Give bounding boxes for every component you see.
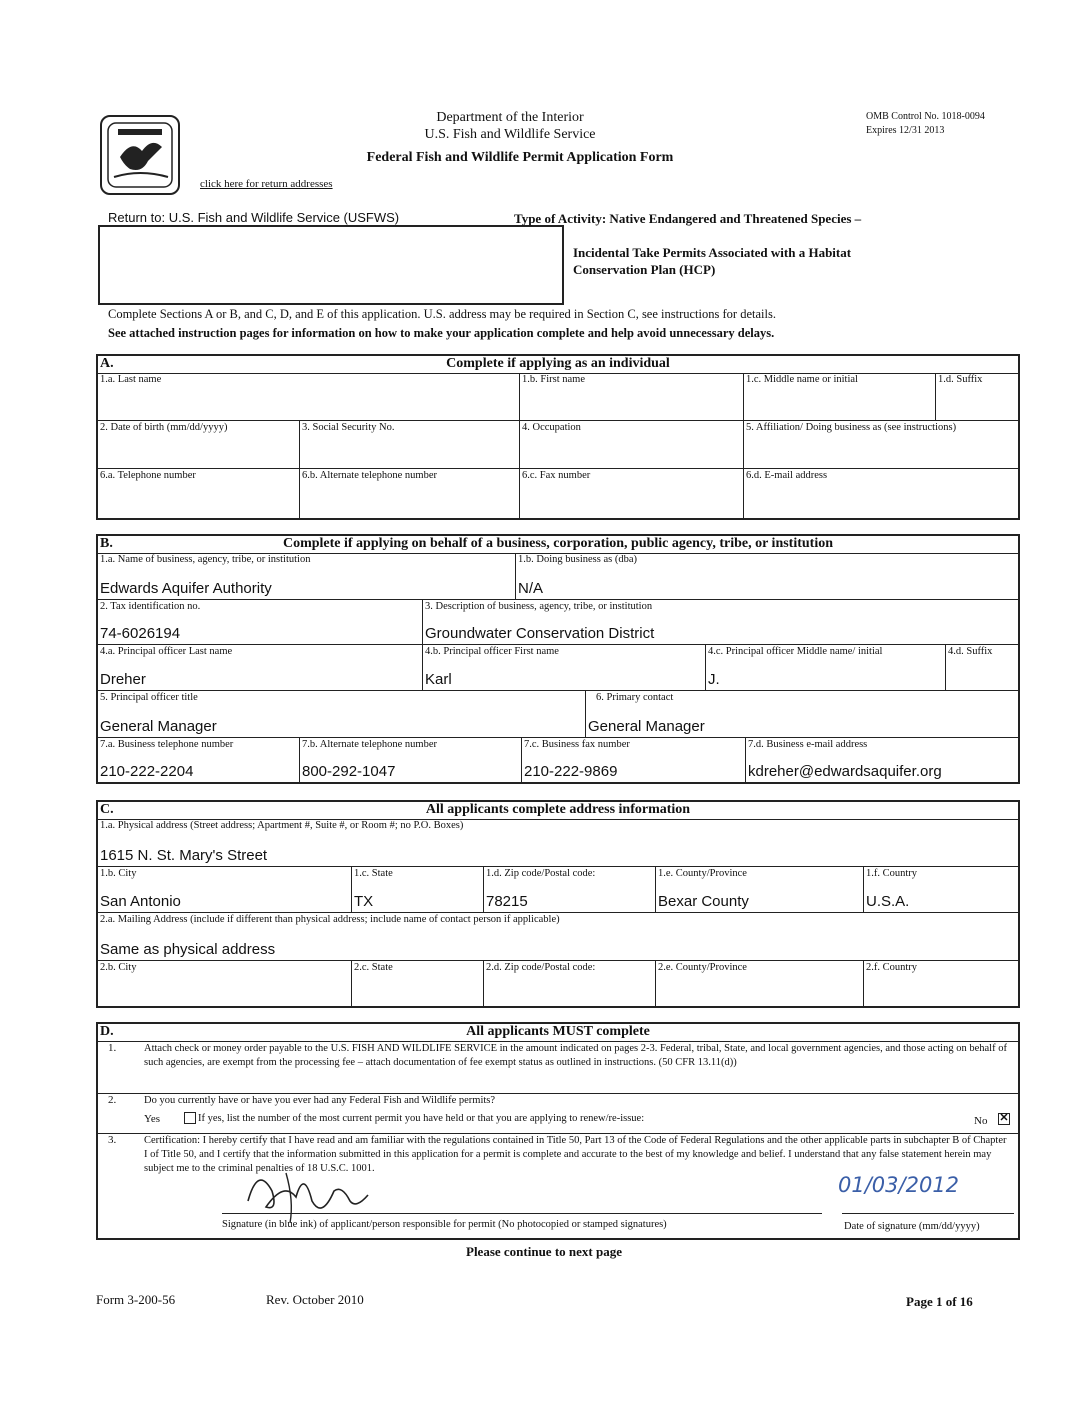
field-label: 5. Principal officer title — [100, 692, 198, 703]
omb-control-number: OMB Control No. 1018-0094 — [866, 111, 985, 122]
date-label: Date of signature (mm/dd/yyyy) — [844, 1221, 980, 1232]
b-tax-id-field[interactable] — [98, 600, 423, 645]
b-business-name-field[interactable] — [98, 553, 516, 600]
field-label: 6. Primary contact — [596, 692, 674, 703]
field-label: 3. Social Security No. — [302, 422, 395, 433]
a-suffix-field[interactable] — [936, 373, 1018, 421]
field-label: 7.a. Business telephone number — [100, 739, 234, 750]
field-label: 3. Description of business, agency, tribe, or institution — [425, 601, 653, 612]
item-number: 3. — [108, 1134, 117, 1146]
fee-instructions: Attach check or money order payable to the U.S. FISH AND WILDLIFE SERVICE in the amount indicated on pages 2-3. Federal, tribal, State, and local government agencies, and those acting on behalf of such agencies, are exempt from the processing fee – attach documentation of fee exempt status as outlined in instructions. (50 CFR 13.11(d)) — [144, 1043, 1007, 1068]
return-to-label: Return to: U.S. Fish and Wildlife Service (USFWS) — [108, 210, 400, 225]
signature-date-value: 01/03/2012 — [838, 1173, 960, 1197]
b-officer-title-field[interactable] — [98, 691, 586, 738]
section-d-letter: D. — [100, 1024, 114, 1039]
c-mailing-city-field[interactable] — [98, 961, 352, 1006]
instructions-line1: Complete Sections A or B, and C, D, and E of this application. U.S. address may be required in Section C, see instructions for details. — [108, 307, 776, 321]
field-value: Same as physical address — [100, 941, 276, 958]
field-label: 4.a. Principal officer Last name — [100, 646, 233, 657]
field-label: 1.a. Physical address (Street address; Apartment #, Suite #, or Room #; no P.O. Boxes) — [100, 820, 464, 831]
field-label: 7.d. Business e-mail address — [748, 739, 868, 750]
field-value: U.S.A. — [866, 893, 910, 910]
c-mailing-state-field[interactable] — [352, 961, 484, 1006]
activity-type-label: Type of Activity: Native Endangered and Threatened Species – — [514, 211, 862, 226]
yes-label: Yes — [144, 1113, 161, 1125]
page-number: Page 1 of 16 — [906, 1294, 973, 1309]
b-phone-field[interactable] — [98, 738, 300, 782]
usfws-logo — [100, 115, 180, 195]
section-c-letter: C. — [100, 802, 114, 817]
section-c-header — [98, 802, 1018, 820]
a-middle-name-field[interactable] — [744, 373, 936, 421]
field-label: 6.a. Telephone number — [100, 470, 196, 481]
continue-note: Please continue to next page — [466, 1244, 622, 1259]
a-alt-phone-field[interactable] — [300, 469, 520, 518]
field-label: 1.f. Country — [866, 868, 918, 879]
field-label: 4.d. Suffix — [948, 646, 993, 657]
field-label: 2.b. City — [100, 962, 137, 973]
field-value: 210-222-2204 — [100, 763, 194, 780]
field-value: San Antonio — [100, 893, 181, 910]
a-last-name-field[interactable] — [98, 373, 520, 421]
field-label: 1.d. Suffix — [938, 374, 983, 385]
section-a-letter: A. — [100, 356, 114, 371]
section-a — [96, 354, 1020, 520]
c-county-field[interactable] — [656, 867, 864, 913]
b-description-field[interactable] — [423, 600, 1018, 645]
field-value: General Manager — [588, 718, 705, 735]
no-label: No — [974, 1115, 988, 1127]
c-physical-address-field[interactable] — [98, 819, 1018, 867]
field-value: 74-6026194 — [100, 625, 181, 642]
field-value: Dreher — [100, 671, 146, 688]
c-zip-field[interactable] — [484, 867, 656, 913]
c-country-field[interactable] — [864, 867, 1018, 913]
field-label: 1.b. First name — [522, 374, 585, 385]
section-d-header — [98, 1024, 1018, 1042]
c-mailing-zip-field[interactable] — [484, 961, 656, 1006]
prior-permit-question: Do you currently have or have you ever had any Federal Fish and Wildlife permits? — [144, 1095, 496, 1106]
field-label: 4. Occupation — [522, 422, 581, 433]
d-item-fee — [98, 1041, 1018, 1094]
field-value: kdreher@edwardsaquifer.org — [748, 763, 942, 780]
c-city-field[interactable] — [98, 867, 352, 913]
field-value: General Manager — [100, 718, 217, 735]
c-mailing-country-field[interactable] — [864, 961, 1018, 1006]
signature-image — [238, 1161, 378, 1225]
b-officer-last-field[interactable] — [98, 645, 423, 691]
revision-date: Rev. October 2010 — [266, 1292, 364, 1307]
item-number: 1. — [108, 1042, 117, 1054]
b-fax-field[interactable] — [522, 738, 746, 782]
b-primary-contact-field[interactable] — [586, 691, 1018, 738]
section-a-header — [98, 356, 1018, 374]
section-b-title: Complete if applying on behalf of a business, corporation, public agency, tribe, or institution — [282, 536, 834, 551]
service-name: U.S. Fish and Wildlife Service — [424, 127, 596, 142]
form-number: Form 3-200-56 — [96, 1292, 176, 1307]
a-fax-field[interactable] — [520, 469, 744, 518]
department-name: Department of the Interior — [436, 110, 584, 125]
field-value: J. — [708, 671, 720, 688]
a-email-field[interactable] — [744, 469, 1018, 518]
field-value: N/A — [518, 580, 544, 597]
field-label: 2.f. Country — [866, 962, 918, 973]
instructions-line2: See attached instruction pages for information on how to make your application complete and help avoid unnecessary delays. — [108, 326, 775, 340]
a-occupation-field[interactable] — [520, 421, 744, 469]
signature-line — [222, 1213, 822, 1214]
certification-text: Certification: I hereby certify that I have read and am familiar with the regulations contained in Title 50, Part 13 of the Code of Federal Regulations and the other applicable parts in subchapter B of Chapter I of Title 50, and I certify that the information submitted in this application for a permit is complete and accurate to the best of my knowledge and belief. I understand that any false statement herein may subject me to the criminal penalties of 18 U.S.C. 1001. — [144, 1135, 1007, 1174]
field-label: 2. Tax identification no. — [100, 601, 201, 612]
return-addresses-link[interactable]: click here for return addresses — [200, 178, 333, 190]
c-state-field[interactable] — [352, 867, 484, 913]
b-officer-middle-field[interactable] — [706, 645, 946, 691]
activity-type-line2: Conservation Plan (HCP) — [573, 262, 716, 277]
a-dob-field[interactable] — [98, 421, 300, 469]
field-label: 1.c. State — [354, 868, 393, 879]
b-email-field[interactable] — [746, 738, 1018, 782]
field-value: Bexar County — [658, 893, 749, 910]
section-b — [96, 534, 1020, 784]
section-b-letter: B. — [100, 536, 113, 551]
field-label: 1.b. City — [100, 868, 137, 879]
field-label: 6.d. E-mail address — [746, 470, 828, 481]
c-mailing-address-field[interactable] — [98, 913, 1018, 961]
field-label: 7.b. Alternate telephone number — [302, 739, 437, 750]
omb-expiration: Expires 12/31 2013 — [866, 125, 945, 136]
field-value: 210-222-9869 — [524, 763, 618, 780]
field-label: 2. Date of birth (mm/dd/yyyy) — [100, 422, 228, 433]
section-c-title: All applicants complete address information — [425, 802, 691, 817]
field-value: 1615 N. St. Mary's Street — [100, 847, 268, 864]
field-label: 1.a. Last name — [100, 374, 162, 385]
a-phone-field[interactable] — [98, 469, 300, 518]
section-c — [96, 800, 1020, 1008]
field-value: Karl — [425, 671, 452, 688]
field-label: 1.e. County/Province — [658, 868, 747, 879]
a-first-name-field[interactable] — [520, 373, 744, 421]
yes-instructions: If yes, list the number of the most current permit you have held or that you are applying to renew/re-issue: — [198, 1113, 645, 1124]
field-label: 4.c. Principal officer Middle name/ initial — [708, 646, 883, 657]
yes-checkbox[interactable] — [184, 1112, 196, 1124]
field-label: 1.a. Name of business, agency, tribe, or institution — [100, 554, 311, 565]
field-label: 2.c. State — [354, 962, 393, 973]
c-mailing-county-field[interactable] — [656, 961, 864, 1006]
field-label: 6.c. Fax number — [522, 470, 591, 481]
field-label: 4.b. Principal officer First name — [425, 646, 559, 657]
field-label: 6.b. Alternate telephone number — [302, 470, 437, 481]
b-officer-first-field[interactable] — [423, 645, 706, 691]
date-line — [842, 1213, 1014, 1214]
field-value: Edwards Aquifer Authority — [100, 580, 272, 597]
a-ssn-field[interactable] — [300, 421, 520, 469]
field-label: 2.e. County/Province — [658, 962, 747, 973]
field-label: 5. Affiliation/ Doing business as (see instructions) — [746, 422, 957, 433]
activity-type-line1: Incidental Take Permits Associated with a Habitat — [573, 245, 852, 260]
form-title: Federal Fish and Wildlife Permit Application Form — [366, 150, 674, 165]
return-address-box[interactable] — [98, 225, 564, 305]
b-alt-phone-field[interactable] — [300, 738, 522, 782]
field-label: 1.d. Zip code/Postal code: — [486, 868, 596, 879]
b-officer-suffix-field[interactable] — [946, 645, 1018, 691]
d-item-prior-permits — [98, 1093, 1018, 1134]
item-number: 2. — [108, 1094, 117, 1106]
field-value: 800-292-1047 — [302, 763, 396, 780]
b-dba-field[interactable] — [516, 553, 1018, 600]
section-d-title: All applicants MUST complete — [466, 1024, 650, 1039]
field-label: 2.a. Mailing Address (include if different than physical address; include name of contact person if applicable) — [100, 914, 560, 925]
a-affiliation-field[interactable] — [744, 421, 1018, 469]
d-item-certification — [98, 1133, 1018, 1238]
field-value: TX — [354, 893, 374, 910]
section-b-header — [98, 536, 1018, 554]
signature-label: Signature (in blue ink) of applicant/person responsible for permit (No photocopied or stamped signatures) — [222, 1219, 667, 1230]
field-label: 1.c. Middle name or initial — [746, 374, 858, 385]
field-value: 78215 — [486, 893, 528, 910]
no-checkbox-checked[interactable]: ✕ — [999, 1112, 1009, 1124]
field-label: 1.b. Doing business as (dba) — [518, 554, 637, 565]
field-label: 7.c. Business fax number — [524, 739, 630, 750]
field-label: 2.d. Zip code/Postal code: — [486, 962, 596, 973]
section-d — [96, 1022, 1020, 1240]
field-value: Groundwater Conservation District — [425, 625, 655, 642]
section-a-title: Complete if applying as an individual — [446, 356, 670, 371]
